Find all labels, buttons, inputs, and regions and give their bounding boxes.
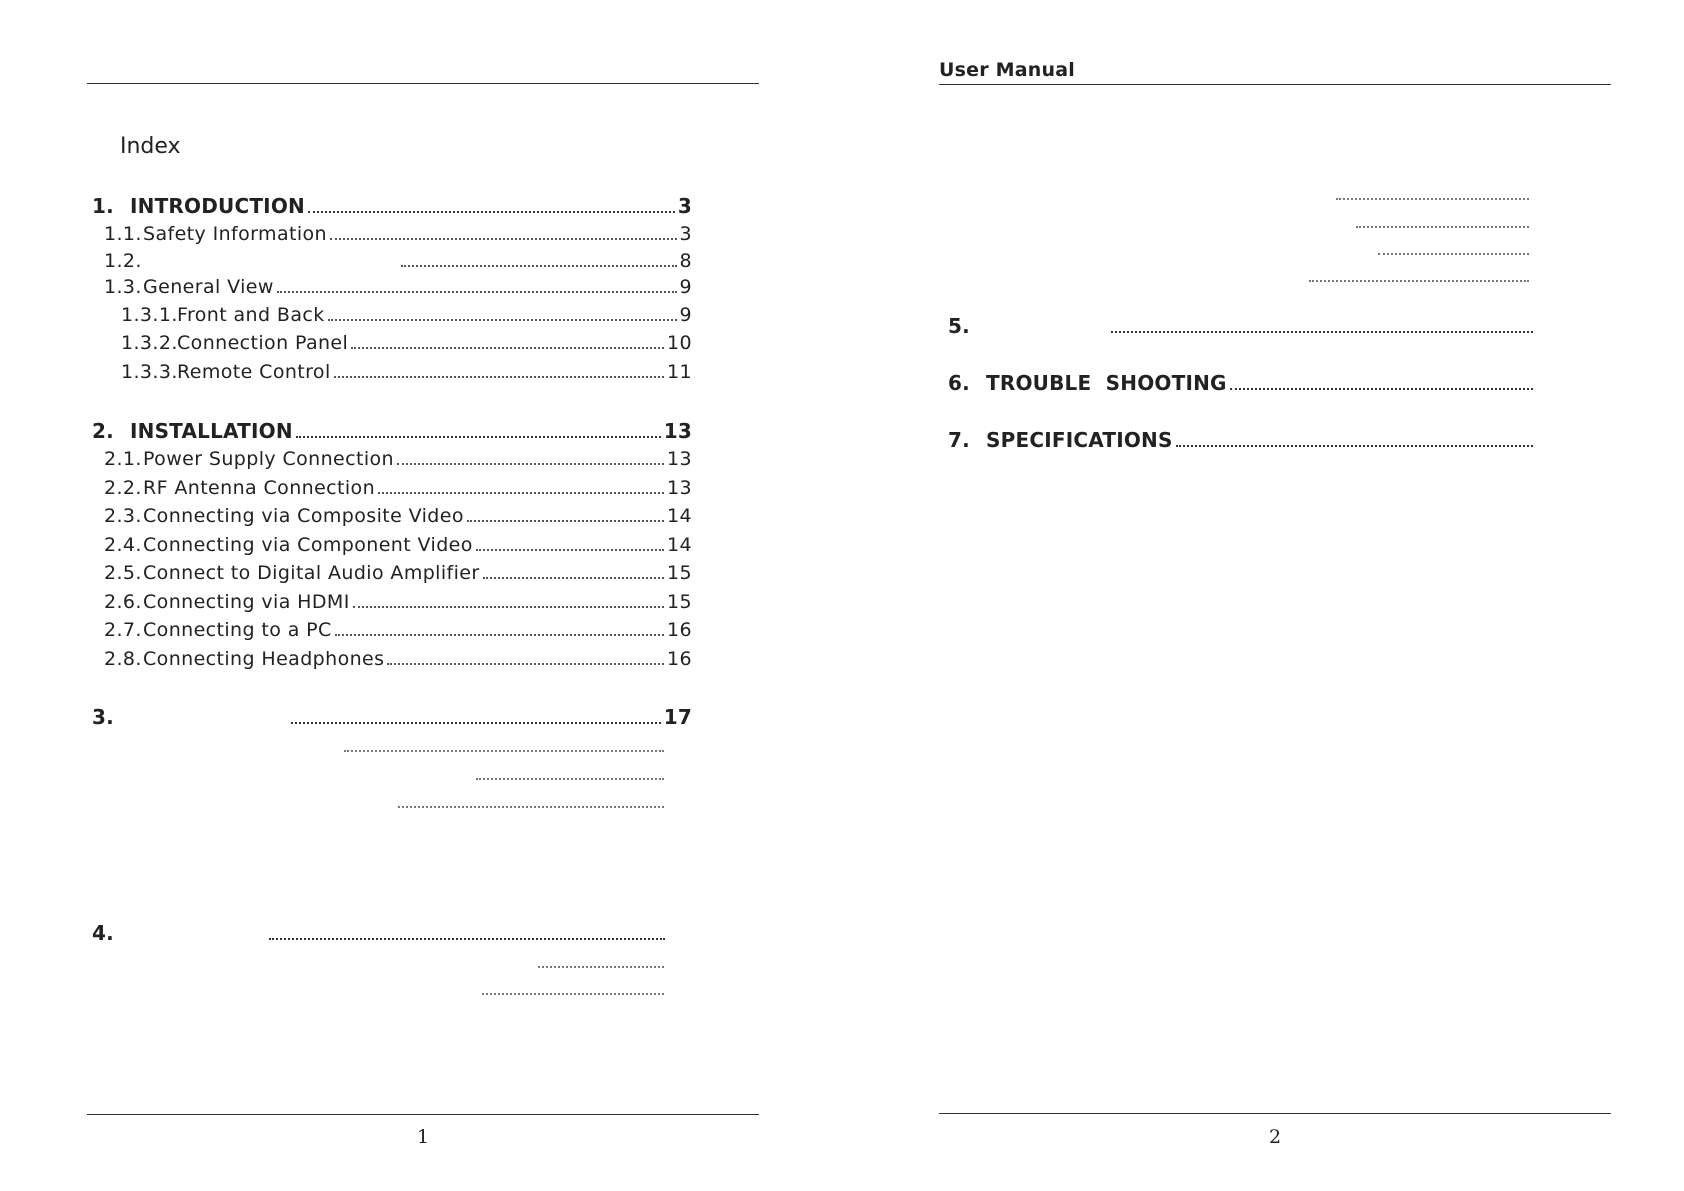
toc-label: INSTALLATION <box>130 419 293 443</box>
toc-page: 11 <box>667 361 692 383</box>
toc-entry-section-5[interactable] <box>948 314 1536 340</box>
toc-page: 3 <box>679 223 692 245</box>
toc-leader <box>1230 388 1533 390</box>
toc-page: 13 <box>663 419 692 443</box>
toc-label: Connecting via HDMI <box>143 591 350 613</box>
toc-page: 15 <box>667 591 692 613</box>
toc-page: 15 <box>667 562 692 584</box>
index-title: Index <box>120 134 181 159</box>
toc-number: 2.6. <box>104 591 142 613</box>
toc-leader <box>330 238 677 240</box>
toc-leader <box>1176 445 1533 447</box>
toc-number: 2.4. <box>104 534 142 556</box>
toc-page: 14 <box>667 534 692 556</box>
toc-entry-introduction[interactable] <box>92 194 692 220</box>
toc-label: Connecting Headphones <box>143 648 385 670</box>
toc-number: 3. <box>92 705 114 729</box>
toc-number: 2.1. <box>104 448 142 470</box>
toc-leader-subentry <box>1336 198 1529 200</box>
toc-label: Connecting via Component Video <box>143 534 473 556</box>
toc-leader <box>335 634 664 636</box>
toc-label: INTRODUCTION <box>130 194 305 218</box>
toc-entry-hdmi[interactable] <box>104 591 692 617</box>
toc-number: 2. <box>92 419 114 443</box>
toc-leader-subentry <box>476 778 664 780</box>
toc-number: 1.2. <box>104 250 142 272</box>
toc-entry-1-2[interactable] <box>104 250 692 276</box>
toc-entry-component-video[interactable] <box>104 534 692 560</box>
toc-leader <box>334 376 664 378</box>
page-number: 2 <box>1268 1126 1282 1148</box>
page-number: 1 <box>416 1126 430 1148</box>
header-rule <box>939 84 1611 85</box>
toc-number: 2.2. <box>104 477 142 499</box>
toc-entry-remote-control[interactable] <box>121 361 692 387</box>
toc-page: 13 <box>667 477 692 499</box>
toc-leader <box>483 577 664 579</box>
toc-entry-front-and-back[interactable] <box>121 304 692 330</box>
header-title: User Manual <box>939 59 1075 81</box>
toc-number: 2.7. <box>104 619 142 641</box>
toc-entry-power-supply[interactable] <box>104 448 692 474</box>
toc-entry-general-view[interactable] <box>104 276 692 302</box>
toc-label: Connecting via Composite Video <box>143 505 464 527</box>
toc-number: 2.8. <box>104 648 142 670</box>
toc-number: 1.3. <box>104 276 142 298</box>
toc-leader <box>269 938 665 940</box>
toc-page: 10 <box>667 332 692 354</box>
toc-entry-rf-antenna[interactable] <box>104 477 692 503</box>
toc-entry-section-3[interactable] <box>92 705 692 731</box>
toc-number: 1. <box>92 194 114 218</box>
toc-page: 14 <box>667 505 692 527</box>
footer-rule <box>939 1113 1611 1114</box>
toc-page: 8 <box>679 250 692 272</box>
toc-leader <box>328 319 677 321</box>
toc-entry-connection-panel[interactable] <box>121 332 692 358</box>
toc-label: Connect to Digital Audio Amplifier <box>143 562 480 584</box>
toc-leader-subentry <box>482 993 664 995</box>
toc-page: 13 <box>667 448 692 470</box>
toc-leader <box>397 463 664 465</box>
toc-leader-subentry <box>538 966 664 968</box>
toc-page: 17 <box>663 705 692 729</box>
toc-leader <box>387 663 664 665</box>
footer-rule <box>87 1114 759 1115</box>
toc-number: 5. <box>948 314 970 338</box>
toc-number: 2.3. <box>104 505 142 527</box>
toc-leader <box>308 211 675 213</box>
toc-entry-specifications[interactable] <box>948 428 1536 454</box>
toc-leader-subentry <box>398 806 664 808</box>
toc-label: Connection Panel <box>177 332 349 354</box>
toc-label: General View <box>143 276 274 298</box>
toc-label: Connecting to a PC <box>143 619 332 641</box>
toc-number: 1.3.2. <box>121 332 178 354</box>
toc-leader <box>467 520 664 522</box>
toc-entry-composite-video[interactable] <box>104 505 692 531</box>
toc-leader-subentry <box>1356 226 1529 228</box>
toc-entry-headphones[interactable] <box>104 648 692 674</box>
toc-entry-safety-information[interactable] <box>104 223 692 249</box>
toc-leader <box>291 722 661 724</box>
toc-number: 7. <box>948 428 970 452</box>
toc-label: RF Antenna Connection <box>143 477 376 499</box>
toc-label: TROUBLE SHOOTING <box>986 371 1227 395</box>
toc-number: 1.3.1. <box>121 304 178 326</box>
toc-entry-digital-audio[interactable] <box>104 562 692 588</box>
toc-page: 9 <box>679 304 692 326</box>
toc-entry-section-4[interactable] <box>92 921 668 947</box>
right-page <box>842 0 1684 1191</box>
toc-entry-installation[interactable] <box>92 419 692 445</box>
toc-leader-subentry <box>1378 253 1529 255</box>
toc-leader <box>378 492 664 494</box>
toc-label: Safety Information <box>143 223 327 245</box>
toc-number: 4. <box>92 921 114 945</box>
toc-leader-subentry <box>1309 280 1529 282</box>
toc-label: Front and Back <box>177 304 325 326</box>
toc-label: Power Supply Connection <box>143 448 394 470</box>
toc-leader <box>277 291 677 293</box>
toc-entry-trouble-shooting[interactable] <box>948 371 1536 397</box>
toc-number: 2.5. <box>104 562 142 584</box>
toc-leader <box>401 265 677 267</box>
toc-leader-subentry <box>344 750 664 752</box>
toc-number: 1.1. <box>104 223 142 245</box>
toc-leader <box>476 549 664 551</box>
toc-label: Remote Control <box>177 361 331 383</box>
toc-leader <box>296 436 661 438</box>
toc-page: 9 <box>679 276 692 298</box>
toc-leader <box>351 347 664 349</box>
toc-leader <box>353 606 664 608</box>
toc-number: 1.3.3. <box>121 361 178 383</box>
toc-number: 6. <box>948 371 970 395</box>
header-rule <box>87 83 759 84</box>
toc-leader <box>1111 331 1533 333</box>
toc-page: 16 <box>667 648 692 670</box>
toc-page: 3 <box>677 194 692 218</box>
toc-page: 16 <box>667 619 692 641</box>
toc-entry-pc[interactable] <box>104 619 692 645</box>
toc-label: SPECIFICATIONS <box>986 428 1173 452</box>
